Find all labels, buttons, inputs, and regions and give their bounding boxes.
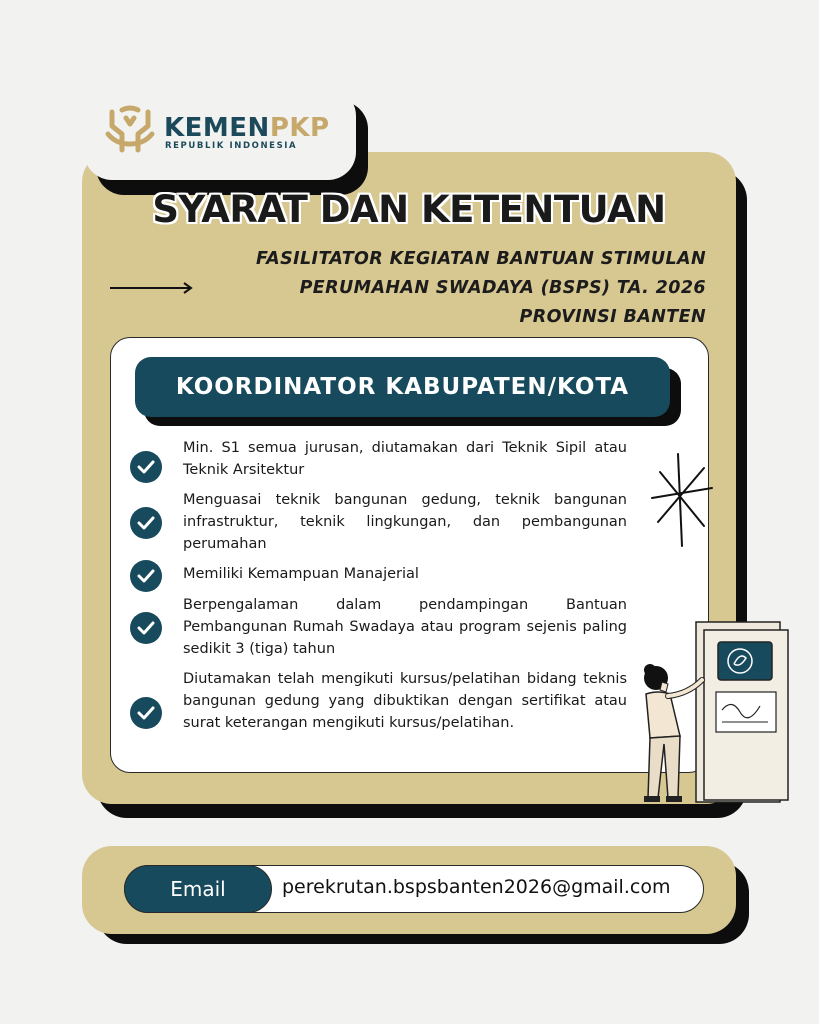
logo-name-pkp: PKP [269,113,330,143]
arrow-right-icon [110,281,194,295]
requirement-item-1 [130,440,630,489]
requirement-item-3 [130,560,630,592]
check-circle-icon [130,697,162,729]
requirement-text: Memiliki Kemampuan Manajerial [183,566,419,582]
page-title: SYARAT DAN KETENTUAN [152,188,666,231]
person-pointing-illustration-icon [636,620,796,810]
subtitle-line-3: PROVINSI BANTEN [519,307,706,327]
requirement-text: Min. S1 semua jurusan, diutamakan dari Teknik Sipil atau Teknik Arsitektur [183,440,627,478]
sparkle-doodle-icon [646,450,716,550]
kemenpkp-logo-icon [102,104,158,158]
subtitle-line-2: PERUMAHAN SWADAYA (BSPS) TA. 2026 [299,278,706,298]
check-circle-icon [130,560,162,592]
requirement-text: Diutamakan telah mengikuti kursus/pelatihan bidang teknis bangunan gedung yang dibuktikan dengan sertifikat atau surat keterangan mengikuti kursus/pelatihan. [183,671,627,731]
page-subtitle [256,245,706,332]
check-circle-icon [130,451,162,483]
requirement-item-5 [130,669,630,757]
requirement-item-2 [130,490,630,556]
subtitle-line-1: FASILITATOR KEGIATAN BANTUAN STIMULAN [256,249,706,269]
role-banner: KOORDINATOR KABUPATEN/KOTA [135,357,670,417]
logo-wordmark [164,113,330,143]
check-circle-icon [130,507,162,539]
requirement-text: Berpengalaman dalam pendampingan Bantuan Pembangunan Rumah Swadaya atau program sejenis paling sedikit 3 (tiga) tahun [183,597,627,657]
email-label: Email [124,865,272,913]
requirement-item-4 [130,595,630,661]
email-address-link[interactable]: perekrutan.bspsbanten2026@gmail.com [282,876,671,898]
check-circle-icon [130,612,162,644]
logo-subtitle: REPUBLIK INDONESIA [165,141,298,151]
requirement-text: Menguasai teknik bangunan gedung, teknik bangunan infrastruktur, teknik lingkungan, dan pembangunan perumahan [183,492,627,552]
logo-name-kemen: KEMEN [164,113,270,143]
